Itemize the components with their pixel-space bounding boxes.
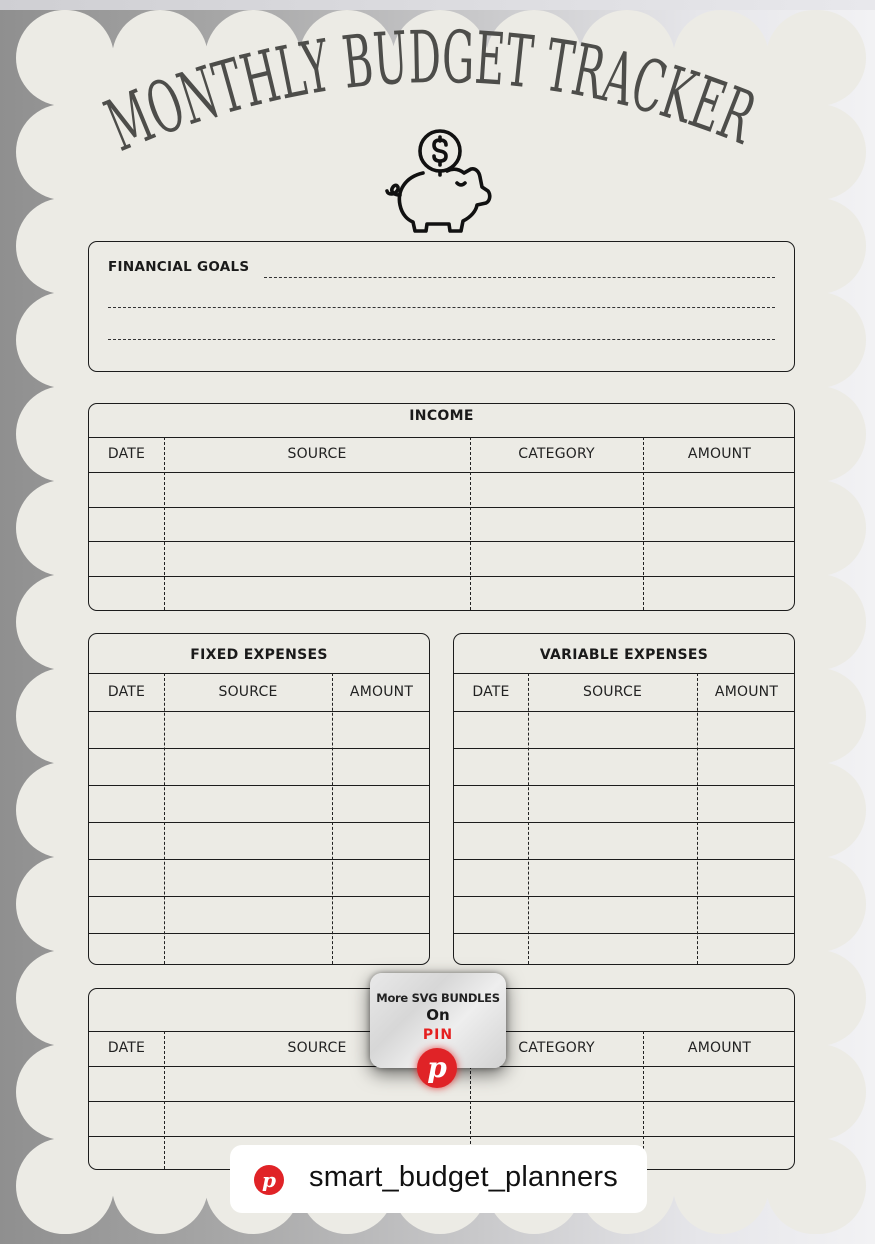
fixed-expenses-table xyxy=(88,633,430,965)
piggy-bank-coin-icon xyxy=(383,125,498,235)
income-row-1[interactable] xyxy=(89,473,794,506)
variable-expenses-table xyxy=(453,633,795,965)
variable-row-1[interactable] xyxy=(454,712,794,747)
promo-line-3: PIN xyxy=(422,1027,454,1043)
fixed-row-4[interactable] xyxy=(89,823,429,858)
income-row-4[interactable] xyxy=(89,577,794,610)
column-header-amount: AMOUNT xyxy=(687,1040,752,1056)
column-header-source: SOURCE xyxy=(582,684,642,700)
page-title: MONTHLY BUDGET TRACKER xyxy=(94,13,789,169)
column-header-date: DATE xyxy=(472,684,510,700)
column-header-source: SOURCE xyxy=(287,446,347,462)
variable-row-6[interactable] xyxy=(454,897,794,932)
column-header-date: DATE xyxy=(107,684,146,700)
column-header-source: SOURCE xyxy=(218,684,278,700)
variable-row-3[interactable] xyxy=(454,786,794,821)
variable-row-7[interactable] xyxy=(454,934,794,964)
top-edge xyxy=(0,0,875,10)
financial-goals-box xyxy=(88,241,795,372)
column-header-category: CATEGORY xyxy=(518,446,595,462)
divider xyxy=(89,437,794,438)
column-header-category: CATEGORY xyxy=(518,1040,595,1056)
variable-row-2[interactable] xyxy=(454,749,794,784)
income-row-2[interactable] xyxy=(89,508,794,540)
username-watermark[interactable] xyxy=(230,1145,647,1213)
fixed-row-1[interactable] xyxy=(89,712,429,747)
fixed-row-3[interactable] xyxy=(89,786,429,821)
financial-goals-label: FINANCIAL GOALS xyxy=(108,259,250,275)
savings-row-2[interactable] xyxy=(89,1102,794,1135)
divider xyxy=(89,673,429,674)
pinterest-glyph: p xyxy=(427,1051,447,1084)
username-text: smart_budget_planners xyxy=(309,1161,618,1193)
column-header-date: DATE xyxy=(107,446,146,462)
fixed-row-5[interactable] xyxy=(89,860,429,895)
pinterest-glyph: p xyxy=(262,1168,276,1192)
goal-line-3[interactable] xyxy=(108,339,775,340)
variable-expenses-title: VARIABLE EXPENSES xyxy=(539,647,709,663)
income-title: INCOME xyxy=(409,408,474,424)
pinterest-icon xyxy=(254,1165,284,1195)
fixed-row-2[interactable] xyxy=(89,749,429,784)
divider xyxy=(454,673,794,674)
column-header-source: SOURCE xyxy=(287,1040,347,1056)
column-header-date: DATE xyxy=(107,1040,146,1056)
income-table xyxy=(88,403,795,611)
column-header-amount: AMOUNT xyxy=(714,684,779,700)
promo-line-2: On xyxy=(426,1006,450,1024)
fixed-row-7[interactable] xyxy=(89,934,429,964)
fixed-expenses-title: FIXED EXPENSES xyxy=(190,647,328,663)
goal-line-2[interactable] xyxy=(108,307,775,308)
promo-line-1: More SVG BUNDLES xyxy=(376,991,500,1005)
column-header-amount: AMOUNT xyxy=(349,684,414,700)
variable-row-5[interactable] xyxy=(454,860,794,895)
income-row-3[interactable] xyxy=(89,542,794,575)
pinterest-icon[interactable] xyxy=(417,1048,457,1088)
variable-row-4[interactable] xyxy=(454,823,794,858)
fixed-row-6[interactable] xyxy=(89,897,429,932)
goal-line-1[interactable] xyxy=(264,277,775,278)
column-header-amount: AMOUNT xyxy=(687,446,752,462)
